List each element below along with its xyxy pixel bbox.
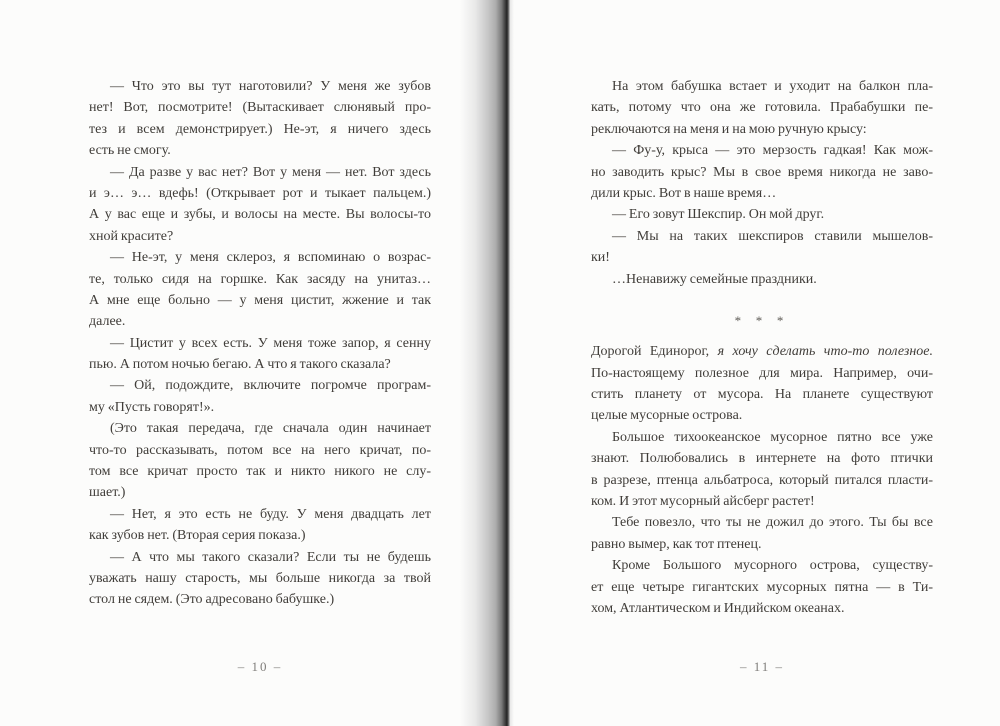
text-line: далее. <box>89 314 126 330</box>
paragraph <box>89 333 431 376</box>
text-line: есть не смогу. <box>89 143 171 159</box>
section-separator <box>591 310 933 331</box>
text-line: му «Пусть говорят!». <box>89 399 215 415</box>
text-line: — А что мы такого сказали? Если ты не будешь <box>110 549 431 565</box>
paragraph <box>89 247 431 333</box>
separator-line: * * * <box>734 312 790 328</box>
text-line: хной красите? <box>89 228 174 244</box>
text-line: хом, Атлантическом и Индийском океанах. <box>591 600 845 616</box>
text-line: — Фу-у, крыса — это мерзость гадкая! Как мож- <box>612 143 933 159</box>
paragraph <box>591 226 933 269</box>
text-line: кать, потому что она же готовила. Прабабушки пе- <box>591 100 933 116</box>
paragraph <box>89 375 431 418</box>
text-line: в разрезе, птенца альбатроса, который питался пласти- <box>591 472 933 488</box>
paragraph <box>89 547 431 611</box>
left-page-text <box>89 76 431 611</box>
text-line: ет еще четыре гигантских мусорных пятна — в Ти- <box>591 579 933 595</box>
paragraph <box>591 427 933 513</box>
text-line: А у вас еще и зубы, и волосы на месте. Вы волосы-то <box>89 207 431 223</box>
text-line: знают. Полюбовались в интернете на фото птички <box>591 451 933 467</box>
paragraph <box>591 269 933 290</box>
text-line: ком. И этот мусорный айсберг растет! <box>591 494 815 510</box>
text-line: …Ненавижу семейные праздники. <box>612 271 817 287</box>
left-page-number: – 10 – <box>237 659 283 674</box>
text-line: дили крыс. Вот в наше время… <box>591 185 777 201</box>
book-spine-shadow <box>460 0 514 726</box>
text-line: нет! Вот, посмотрите! (Вытаскивает слюнявый про- <box>89 100 431 116</box>
text-line: те, только сидя на горшке. Как засяду на унитаз… <box>89 271 431 287</box>
text-line <box>591 341 933 362</box>
paragraph <box>591 341 933 427</box>
text-line: реключаются на меня и на мою ручную крысу: <box>591 121 867 137</box>
text-line: тез и всем демонстрирует.) Не-эт, я ничего здесь <box>89 121 431 137</box>
right-page <box>591 0 933 726</box>
paragraph <box>89 76 431 162</box>
text-line: уважать нашу старость, мы больше никогда за твой <box>89 570 431 586</box>
text-line: Тебе повезло, что ты не дожил до этого. Ты бы все <box>612 515 933 531</box>
text-line: том все кричат просто так и никто никого не слу- <box>89 464 431 480</box>
text-line: равно вымер, как тот птенец. <box>591 536 762 552</box>
text-line: целые мусорные острова. <box>591 408 743 424</box>
text-line: (Это такая передача, где сначала один начинает <box>110 421 431 437</box>
text-line: стол не сядем. (Это адресовано бабушке.) <box>89 592 335 608</box>
left-page <box>89 0 431 726</box>
paragraph <box>591 204 933 225</box>
text-line: По-настоящему полезное для мира. Например, очи- <box>591 365 933 381</box>
text-line: стить планету от мусора. На планете существуют <box>591 387 933 403</box>
text-line: что-то рассказывать, потом все на него кричат, по- <box>89 442 431 458</box>
right-page-text <box>591 76 933 619</box>
paragraph <box>89 504 431 547</box>
text-line: На этом бабушка встает и уходит на балкон пла- <box>612 79 933 94</box>
paragraph <box>89 418 431 504</box>
text-line: ки! <box>591 250 610 266</box>
text-line: — Что это вы тут наготовили? У меня же зубов <box>110 79 431 94</box>
text-line: — Нет, я это есть не буду. У меня двадцать лет <box>110 506 431 522</box>
text-line: А мне еще больно — у меня цистит, жжение и так <box>89 292 431 308</box>
text-line: и э… э… вдефь! (Открывает рот и тыкает пальцем.) <box>89 185 431 201</box>
paragraph <box>591 555 933 619</box>
text-line: — Не-эт, у меня склероз, я вспоминаю о возрас- <box>110 250 431 266</box>
italic-text: я хочу сделать что-то полезное. <box>717 344 933 360</box>
text-line: — Да разве у вас нет? Вот у меня — нет. Вот здесь <box>110 164 431 180</box>
text-line: пью. А потом ночью бегаю. А что я такого сказала? <box>89 357 391 373</box>
text-line: как зубов нет. (Вторая серия показа.) <box>89 528 306 544</box>
paragraph <box>591 76 933 140</box>
paragraph <box>89 162 431 248</box>
text-line: — Цистит у всех есть. У меня тоже запор, я сенну <box>110 335 431 351</box>
text-line: Большое тихоокеанское мусорное пятно все уже <box>612 429 933 445</box>
right-page-number: – 11 – <box>739 659 785 674</box>
text-line: — Мы на таких шекспиров ставили мышелов- <box>612 228 933 244</box>
text-line: — Ой, подождите, включите погромче програм- <box>110 378 431 394</box>
text-line: Кроме Большого мусорного острова, существу- <box>612 558 933 574</box>
regular-text: Дорогой Единорог, <box>591 344 718 360</box>
paragraph <box>591 512 933 555</box>
paragraph <box>591 140 933 204</box>
text-line: — Его зовут Шекспир. Он мой друг. <box>612 207 825 223</box>
text-line: но заводить крыс? Мы в свое время никогда не заво- <box>591 164 933 180</box>
text-line: шает.) <box>89 485 126 501</box>
